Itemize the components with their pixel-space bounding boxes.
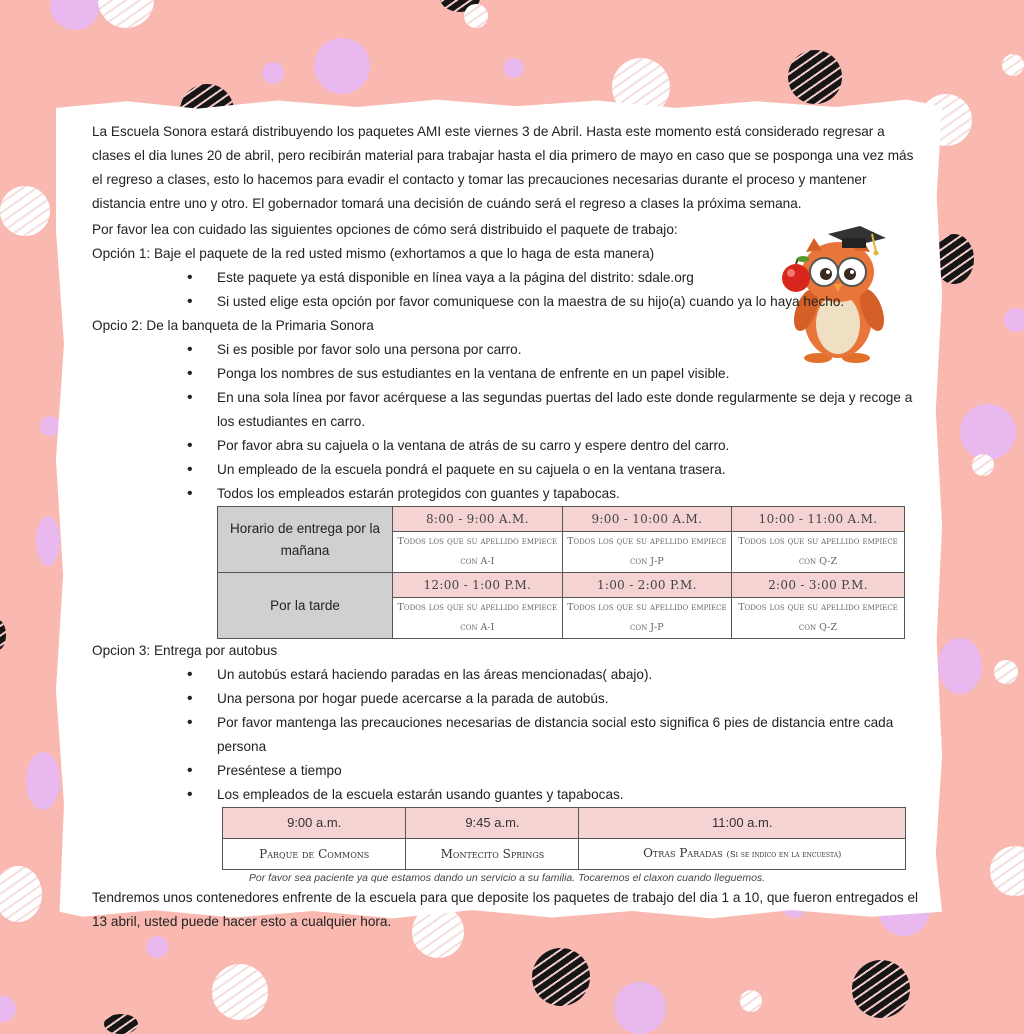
dot — [40, 416, 60, 436]
list-item — [217, 759, 922, 783]
bullet-text: Un autobús estará haciendo paradas en las áreas mencionadas( abajo). — [217, 667, 653, 682]
dot — [972, 454, 994, 476]
dot — [994, 660, 1018, 684]
bus-time-cell: 9:45 a.m. — [406, 808, 579, 839]
list-item — [217, 663, 922, 687]
dot — [960, 404, 1016, 460]
option3-list — [92, 663, 922, 807]
bullet-text: Si es posible por favor solo una persona por carro. — [217, 342, 522, 357]
time-cell: 2:00 - 3:00 P.M. — [732, 573, 905, 598]
bus-place-note: (Si se indico en la encuesta) — [726, 850, 842, 860]
bus-place-name: Otras Paradas — [643, 846, 723, 860]
closing-paragraph: Tendremos unos contenedores enfrente de la escuela para que deposite los paquetes de trabajo del dia 1 a 10, que fueron entregados el 13 abril, usted puede hacer esto a cualquier hora. — [92, 890, 919, 929]
bus-place-cell: Montecito Springs — [406, 839, 579, 870]
dot — [990, 846, 1024, 896]
bullet-text: Por favor mantenga las precauciones necesarias de distancia social esto significa 6 pies de distancia entre cada persona — [217, 715, 894, 754]
bullet-text: Por favor abra su cajuela o la ventana de atrás de su carro y espere dentro del carro. — [217, 438, 730, 453]
dot — [50, 0, 100, 30]
bullet-text: Si usted elige esta opción por favor comuniquese con la maestra de su hijo(a) cuando ya lo haya hecho. — [217, 294, 845, 309]
bus-schedule-table — [222, 807, 906, 870]
list-item — [217, 482, 922, 506]
list-item — [217, 458, 922, 482]
group-cell: Todos los que su apellido empiece con Q-Z — [732, 532, 905, 573]
group-cell: Todos los que su apellido empiece con J-P — [562, 598, 731, 639]
dot — [504, 58, 524, 78]
bus-place-cell — [579, 839, 906, 870]
afternoon-label: Por la tarde — [218, 573, 393, 639]
dot — [104, 1014, 138, 1034]
dot — [26, 752, 60, 810]
time-cell: 1:00 - 2:00 P.M. — [562, 573, 731, 598]
list-item — [217, 783, 922, 807]
bullet-text: Una persona por hogar puede acercarse a la parada de autobús. — [217, 691, 609, 706]
option2-list — [92, 338, 922, 506]
bullet-text: Todos los empleados estarán protegidos con guantes y tapabocas. — [217, 486, 620, 501]
dot — [36, 516, 60, 566]
option3-title: Opcion 3: Entrega por autobus — [92, 643, 278, 658]
dot — [0, 866, 42, 922]
list-item — [217, 362, 922, 386]
bullet-text: Este paquete ya está disponible en línea vaya a la página del distrito: sdale.org — [217, 270, 694, 285]
dot — [98, 0, 154, 28]
list-item — [217, 711, 922, 759]
dot — [788, 50, 842, 104]
list-item — [217, 386, 922, 434]
dot — [532, 948, 590, 1006]
dot — [464, 4, 488, 28]
dot — [212, 964, 268, 1020]
group-cell: Todos los que su apellido empiece con A-I — [393, 532, 563, 573]
document-body — [92, 120, 922, 934]
curbside-schedule-table — [217, 506, 905, 639]
list-item — [217, 338, 922, 362]
dot — [262, 62, 284, 84]
bullet-text: Preséntese a tiempo — [217, 763, 342, 778]
dot — [0, 620, 6, 650]
bullet-text: Ponga los nombres de sus estudiantes en la ventana de enfrente en un papel visible. — [217, 366, 730, 381]
list-item — [217, 290, 922, 314]
dot — [314, 38, 370, 94]
time-cell: 10:00 - 11:00 A.M. — [732, 507, 905, 532]
time-cell: 9:00 - 10:00 A.M. — [562, 507, 731, 532]
list-item — [217, 266, 922, 290]
table-row — [223, 808, 906, 839]
dot — [1002, 54, 1024, 76]
bullet-text: Los empleados de la escuela estarán usando guantes y tapabocas. — [217, 787, 624, 802]
dot — [852, 960, 910, 1018]
list-item — [217, 434, 922, 458]
dot — [0, 186, 50, 236]
dot — [614, 982, 666, 1034]
morning-label: Horario de entrega por la mañana — [218, 507, 393, 573]
time-cell: 8:00 - 9:00 A.M. — [393, 507, 563, 532]
option1-list — [92, 266, 922, 314]
option1-title: Opción 1: Baje el paquete de la red usted mismo (exhortamos a que lo haga de esta manera) — [92, 246, 655, 261]
list-item — [217, 687, 922, 711]
bus-time-cell: 9:00 a.m. — [223, 808, 406, 839]
bus-place-cell: Parque de Commons — [223, 839, 406, 870]
dot — [0, 996, 16, 1022]
bullet-text: Un empleado de la escuela pondrá el paquete en su cajuela o en la ventana trasera. — [217, 462, 726, 477]
bus-note: Por favor sea paciente ya que estamos dando un servicio a su familia. Tocaremos el claxon cuando lleguemos. — [248, 872, 766, 884]
dot — [146, 936, 168, 958]
bus-time-cell: 11:00 a.m. — [579, 808, 906, 839]
table-row — [218, 507, 905, 532]
dot — [740, 990, 762, 1012]
group-cell: Todos los que su apellido empiece con J-P — [562, 532, 731, 573]
group-cell: Todos los que su apellido empiece con Q-Z — [732, 598, 905, 639]
group-cell: Todos los que su apellido empiece con A-I — [393, 598, 563, 639]
table-row — [218, 573, 905, 598]
dot — [938, 638, 982, 694]
time-cell: 12:00 - 1:00 P.M. — [393, 573, 563, 598]
bullet-text: En una sola línea por favor acérquese a las segundas puertas del lado este donde regularmente se deja y recoge a los estudiantes en carro. — [217, 390, 913, 429]
option2-title: Opcio 2: De la banqueta de la Primaria Sonora — [92, 318, 374, 333]
instructions-heading: Por favor lea con cuidado las siguientes opciones de cómo será distribuido el paquete de trabajo: — [92, 222, 678, 237]
intro-paragraph: La Escuela Sonora estará distribuyendo los paquetes AMI este viernes 3 de Abril. Hasta este momento está considerado regresar a clases el dia lunes 20 de abril, pero recibirán material para trabajar hasta el dia primero de mayo en caso que se posponga una vez más el regreso a clases, esto lo hacemos para evadir el contacto y tomar las precauciones necesarias durante el proceso y mantener distancia entre uno y otro. El gobernador tomará una decisión de cuándo será el regreso a clases la próxima semana. — [92, 124, 914, 211]
dot — [1004, 308, 1024, 332]
table-row — [223, 839, 906, 870]
